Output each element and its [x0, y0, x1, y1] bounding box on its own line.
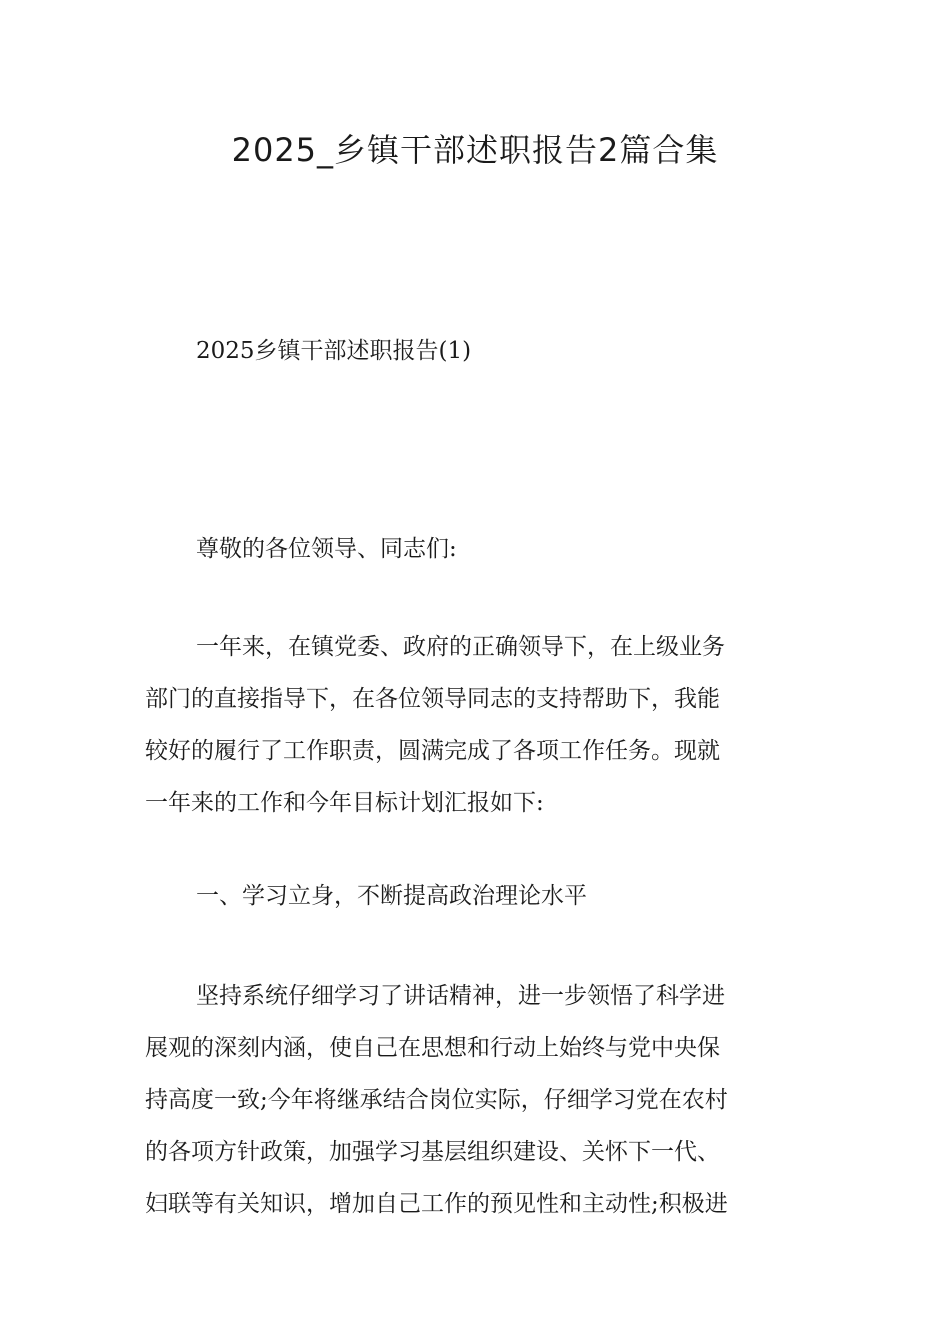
paragraph-line: 一年来的工作和今年目标计划汇报如下:: [145, 790, 544, 816]
paragraph-1: [145, 621, 810, 829]
greeting-text: 尊敬的各位领导、同志们:: [196, 536, 457, 562]
report-subtitle: 2025乡镇干部述职报告(1): [196, 338, 472, 364]
paragraph-line: 一年来，在镇党委、政府的正确领导下，在上级业务: [196, 634, 725, 660]
paragraph-line: 妇联等有关知识，增加自己工作的预见性和主动性;积极进: [145, 1191, 728, 1217]
paragraph-line: 展观的深刻内涵，使自己在思想和行动上始终与党中央保: [145, 1035, 720, 1061]
paragraph-line: 较好的履行了工作职责，圆满完成了各项工作任务。现就: [145, 738, 720, 764]
section-heading-1: 一、学习立身，不断提高政治理论水平: [196, 883, 587, 909]
document-title: 2025_乡镇干部述职报告2篇合集: [231, 131, 719, 169]
paragraph-line: 部门的直接指导下，在各位领导同志的支持帮助下，我能: [145, 686, 720, 712]
paragraph-line: 的各项方针政策，加强学习基层组织建设、关怀下一代、: [145, 1139, 720, 1165]
paragraph-line: 坚持系统仔细学习了讲话精神，进一步领悟了科学进: [196, 983, 725, 1009]
paragraph-2: [145, 970, 810, 1230]
paragraph-line: 持高度一致;今年将继承结合岗位实际，仔细学习党在农村: [145, 1087, 728, 1113]
